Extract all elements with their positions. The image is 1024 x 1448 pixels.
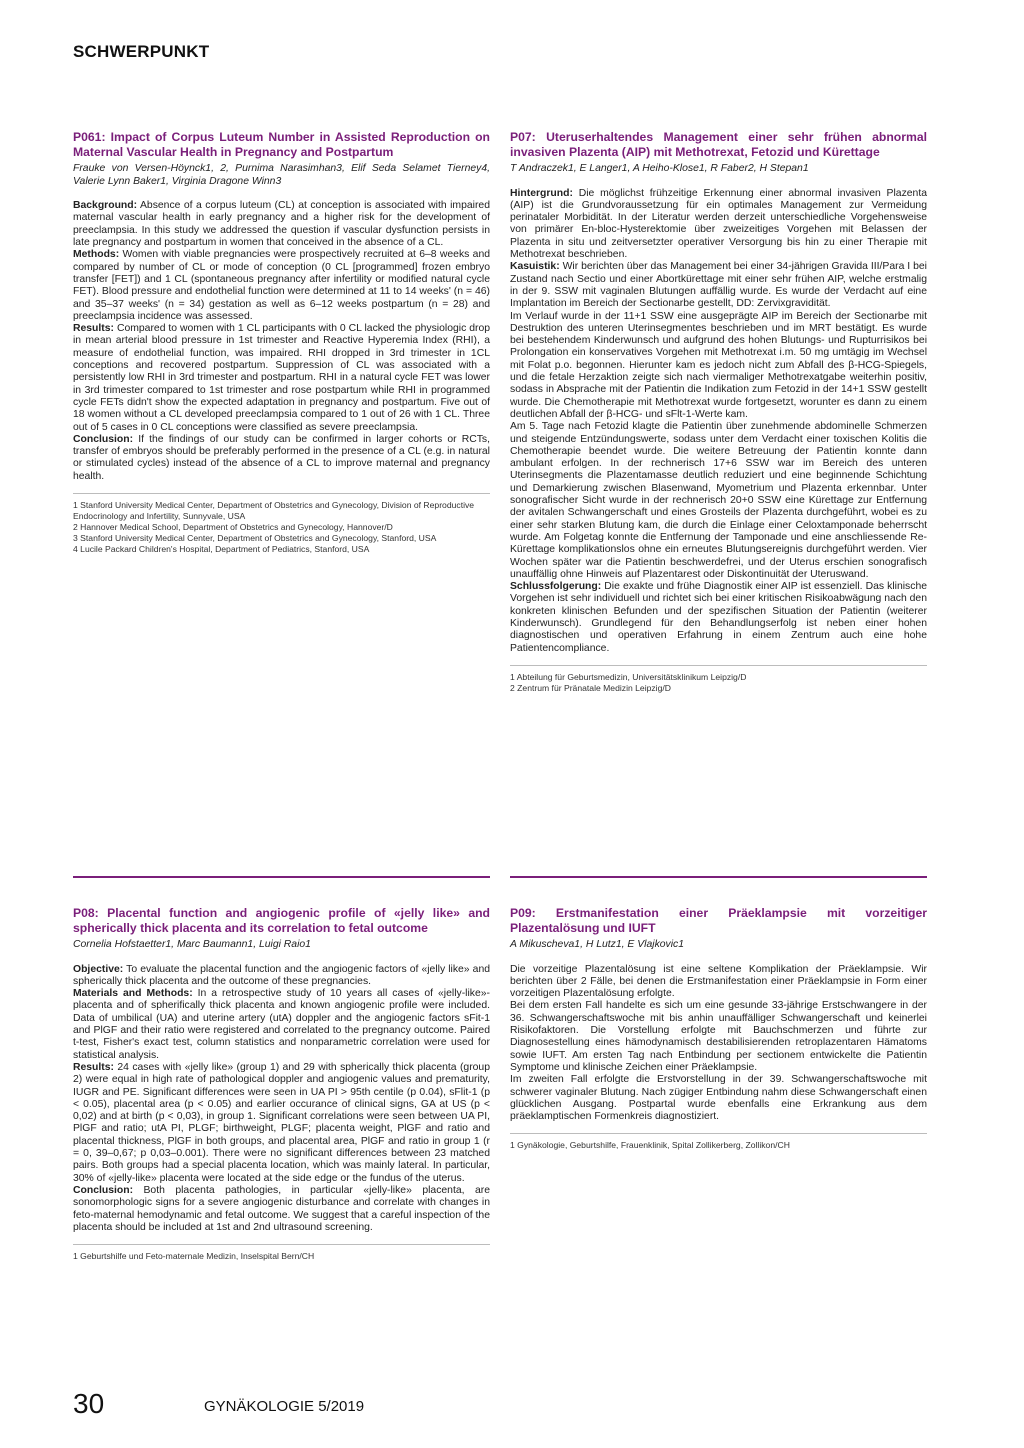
abstract-authors: A Mikuscheva1, H Lutz1, E Vlajkovic1 <box>510 939 685 950</box>
footnote-rule <box>73 1244 490 1245</box>
body-paragraph: Bei dem ersten Fall handelte es sich um eine gesunde 33-jährige Erstschwangere in der 36. Schwangerschaftswoche mit bis anhin unauffälliger Schwangerschaft und keinerlei Risikofaktoren. Die Vorstellung erfolgte mit Bauchschmerzen und führte zur Diagnosestellung eines hämodynamisch destabilisierenden retroplazentaren Hämatoms sowie IUFT. Am ersten Tag nach Entbindung per sectionem entwickelte die Patientin Symptome und klinische Zeichen einer Präeklampsie. <box>510 1000 927 1073</box>
body-paragraph: Im Verlauf wurde in der 11+1 SSW eine ausgeprägte AIP im Bereich der Sectionarbe mit Destruktion des unteren Uterinsegmentes beschrieben und im MRT bestätigt. Es wurde bei bestehendem Kinderwunsch und aufgrund des hohen Blutungs- und Rupturrisikos bei Prolongation ein konservatives Vorgehen mit Methotrexat i.m. 50 mg umtägig im Wechsel mit Folat p.o. begonnen. Hierunter kam es jedoch nicht zum Abfall des β-HCG-Spiegels, und die fetale Herzaktion zeigte sich nach viermaliger Methotrexatgabe weiterhin positiv, sodass in Absprache mit der Patientin die Indikation zum Fetozid in der 14+1 SSW gestellt wurde. Die Chemotherapie mit Methotrexat wurde fortgesetzt, worunter es dann zu einem deutlichen Abfall der β-HCG- und sFlt-1-Werte kam. <box>510 310 927 420</box>
conclusion-paragraph: Conclusion: Both placenta pathologies, in particular «jelly-like» placenta, are sonomorphologic signs for a severe angiogenic disturbance and correlate with changes in feto-maternal hemodynamic and fetal outcome. We suggest that a careful inspection of the placenta should be included at 1st and 2nd ultrasound screening. <box>73 1184 490 1233</box>
abstract-p09 <box>510 906 927 1151</box>
footnote: 4 Lucile Packard Children's Hospital, Department of Pediatrics, Stanford, USA <box>73 544 370 555</box>
results-paragraph: Results: 24 cases with «jelly like» (group 1) and 29 with spherically thick placenta (group 2) were equal in high rate of pathological doppler and angiogenic values and prematurity, IUGR and PE. Significant differences were seen in UA PI > 95th centile (p 0.04), sFlit-1 (p < 0.05), placental area (p < 0.05) and earlier occurance of clinical signs, GA at US (p < 0,02) and at birth (p < 0,03), in group 1. Significant correlations were seen between UA PI, PlGF and ratio; utA PI, PLGF; birthweight, PLGF; placenta weight, PlGF and ratio and placental thickness, PlGF in both groups, and placental area, PlGF and ratio in group 1 (r = 0, 39–0,67; p 0,03–0.001). There were no significant differences between 23 matched pairs. Both groups had a special placenta location, which was mainly lateral. In particular, 30% of «jelly-like» placenta were located at the side edge or the fundus of the uterus. <box>73 1061 490 1184</box>
abstract-p08 <box>73 906 490 1262</box>
footnote: 1 Abteilung für Geburtsmedizin, Universitätsklinikum Leipzig/D <box>510 671 747 682</box>
abstract-authors: Frauke von Versen-Höynck1, 2, Purnima Narasimhan3, Elif Seda Selamet Tierney4, Valerie Lynn Baker1, Virginia Dragone Winn3 <box>73 163 490 187</box>
body-paragraph: Im zweiten Fall erfolgte die Erstvorstellung in der 39. Schwangerschaftswoche mit schwerer vaginaler Blutung. Nach zügiger Entbindung nahm diese Schwangerschaft einen glücklichen Ausgang. Postpartal wurde ebenfalls eine Erkrankung aus dem präeklamptischen Formenkreis diagnostiziert. <box>510 1074 927 1123</box>
page-number: 30 <box>73 1388 105 1419</box>
abstract-p07 <box>510 130 927 694</box>
abstract-title: P08: Placental function and angiogenic profile of «jelly like» and spherically thick placenta and its correlation to fetal outcome <box>73 906 490 935</box>
footnote-rule <box>510 665 927 666</box>
abstract-p061 <box>73 130 490 555</box>
abstract-authors: Cornelia Hofstaetter1, Marc Baumann1, Luigi Raio1 <box>73 939 311 950</box>
results-paragraph: Results: Compared to women with 1 CL participants with 0 CL lacked the physiologic drop in mean arterial blood pressure in 1st trimester and Reactive Hyperemia Index (RHI), a measure of endothelial function, was impaired. RHI dropped in 3rd trimester in 1CL conceptions and recovered postpartum. Suppression of CL was associated with a persistently low RHI in 3rd trimester and postpartum. RHI in a natural cycle FET was lower in 3rd trimester compared to 1st trimester and rose postpartum while RHI in programmed cycle FETs didn't show the expected adaptation in pregnancy and postpartum. Five out of 18 women without a CL developed preeclampsia compared to 1 out of 26 with 1 CL. Three out of 5 cases in 0 CL conceptions were classified as severe preeclampsia. <box>73 323 491 433</box>
methods-paragraph: Methods: Women with viable pregnancies were prospectively recruited at 6–8 weeks and compared by number of CL or mode of conception (0 CL [programmed] frozen embryo transfer [FET]) and 1 CL (spontaneous pregnancy after infertility or modified natural cycle FET). Blood pressure and endothelial function were determined at 11 to 14 weeks' (n = 46) and 35–37 weeks' (n = 34) gestation as well as 6–12 weeks postpartum (n = 28) and preeclampsia incidence was assessed. <box>73 249 490 322</box>
footnote: 1 Gynäkologie, Geburtshilfe, Frauenklinik, Spital Zollikerberg, Zollikon/CH <box>510 1140 790 1151</box>
body-paragraph: Die vorzeitige Plazentalösung ist eine seltene Komplikation der Präeklampsie. Wir berichten über 2 Fälle, bei denen die Erstmanifestation einer Präeklampsie in Form einer vorzeitigen Plazentalösung erfolgte. <box>510 963 927 1000</box>
journal-name: GYNÄKOLOGIE 5/2019 <box>204 1398 365 1415</box>
conclusion-paragraph: Conclusion: If the findings of our study can be confirmed in larger cohorts or RCTs, transfer of embryos should be preferably performed in the presence of a CL (e.g. in natural or stimulated cycles) instead of the absence of a CL to improve maternal and pregnancy health. <box>73 433 491 482</box>
abstract-authors: T Andraczek1, E Langer1, A Heiho-Klose1, R Faber2, H Stepan1 <box>510 163 809 174</box>
kasuistik-paragraph: Kasuistik: Wir berichten über das Management bei einer 34-jährigen Gravida III/Para I bei Zustand nach Sectio und einer Abortkürettage mit einer sehr frühen AIP, welche erstmalig in der 9. SSW mit vaginalen Blutungen auffällig wurde. Es wurde der Verdacht auf eine Implantation im Bereich der Sectionarbe gestellt, DD: Zervixgravidität. <box>510 261 927 310</box>
footnote: 3 Stanford University Medical Center, Department of Obstetrics and Gynecology, Stanford, USA <box>73 533 437 544</box>
hintergrund-paragraph: Hintergrund: Die möglichst frühzeitige Erkennung einer abnormal invasiven Plazenta (AIP) ist die Grundvoraussetzung für ein optimales Management zur Vermeidung perinataler Morbidität. In der Literatur werden derzeit unterschiedliche Vorgehensweise von primärer En-bloc-Hysterektomie über zweizeitiges Vorgehen mit Belassen der Plazenta in situ und zeitversetzter operativer Versorgung bis hin zu einer Therapie mit Methotrexat beschrieben. <box>510 187 927 261</box>
abstract-title: P061: Impact of Corpus Luteum Number in Assisted Reproduction on Maternal Vascular Health in Pregnancy and Postpartum <box>73 130 490 159</box>
body-paragraph: Am 5. Tage nach Fetozid klagte die Patientin über zunehmende abdominelle Schmerzen und steigende Entzündungswerte, sodass unter dem Verdacht einer toxischen Kolitis die Chemotherapie beendet wurde. Die weitere Betreuung der Patientin konnte dann ambulant erfolgen. In der rechnerisch 17+6 SSW war im Bereich des unteren Uterinsegments die Plazentamasse deutlich reduziert und eine beginnende Schichtung und Demarkierung zwischen Blasenwand, Myometrium und Plazenta erkennbar. Unter sonografischer Sicht wurde in der rechnerisch 20+0 SSW eine Kürettage zur Entfernung der avitalen Schwangerschaft und eines Grosteils der Plazenta durchgeführt, wobei es zu einer sehr starken Blutung kam, die durch die Einlage einer Celoxtamponade beherrscht wurde. Am Folgetag konnte die Entfernung der Tamponade und eine anschliessende Re-Kürettage komplikationslos ohne ein erneutes Blutungsereignis durchgeführt werden. Vier Wochen später war die Patientin beschwerdefrei, und der Uterus erschien sonografisch unauffällig ohne Hinweis auf Plazentarest oder Diskontinuität der Uteruswand. <box>510 421 927 580</box>
abstract-title: P07: Uteruserhaltendes Management einer sehr frühen abnormal invasiven Plazenta (AIP) mit Methotrexat, Fetozid und Kürettage <box>510 130 927 159</box>
footnote-rule <box>73 493 490 494</box>
section-header: SCHWERPUNKT <box>73 42 210 61</box>
footnote: 1 Geburtshilfe und Feto-maternale Medizin, Inselspital Bern/CH <box>73 1251 315 1262</box>
objective-paragraph: Objective: To evaluate the placental function and the angiogenic factors of «jelly like» and spherically thick placenta and the outcome of these pregnancies. <box>73 963 490 987</box>
footnote: 2 Zentrum für Pränatale Medizin Leipzig/D <box>510 682 671 693</box>
background-paragraph: Background: Absence of a corpus luteum (CL) at conception is associated with impaired maternal vascular health in early pregnancy and a higher risk for the development of preeclampsia. In this study we addressed the question if vascular dysfunction persists in late pregnancy and postpartum in women that conceived in the absence of a CL. <box>73 200 490 249</box>
schlussfolgerung-paragraph: Schlussfolgerung: Die exakte und frühe Diagnostik einer AIP ist essenziell. Das klinische Vorgehen ist sehr individuell und richtet sich bei einer kritischen Risikoabwägung nach den konkreten klinischen Befunden und der spezifischen Situation der Patientin (weiterer Kinderwunsch). Grundlegend für den Behandlungserfolg ist neben einer hohen diagnostischen und operativen Erfahrung in einem Zentrum auch eine hohe Patientencompliance. <box>510 581 927 654</box>
section-divider <box>510 876 927 878</box>
footnote-rule <box>510 1133 927 1134</box>
methods-paragraph: Materials and Methods: In a retrospective study of 10 years all cases of «jelly-like»-placenta and of spherifically thick placenta and known angiogenic profile were included. Data of umbilical (UA) and uterine artery (utA) doppler and the angiogenic factors sFit-1 and PlGF and their ratio were registered and correlated to the pregnancy outcome. Paired t-test, Fisher's exact test, column statistics and nonparametric correlation were used for statistical analysis. <box>73 988 490 1061</box>
abstract-title: P09: Erstmanifestation einer Präeklampsie mit vorzeitiger Plazentalösung und IUFT <box>510 906 927 935</box>
footnote: 2 Hannover Medical School, Department of Obstetrics and Gynecology, Hannover/D <box>73 522 393 533</box>
section-divider <box>73 876 490 878</box>
footnote: 1 Stanford University Medical Center, Department of Obstetrics and Gynecology, Division of Reproductive Endocrinology and Infertility, Sunnyvale, USA <box>73 500 475 522</box>
